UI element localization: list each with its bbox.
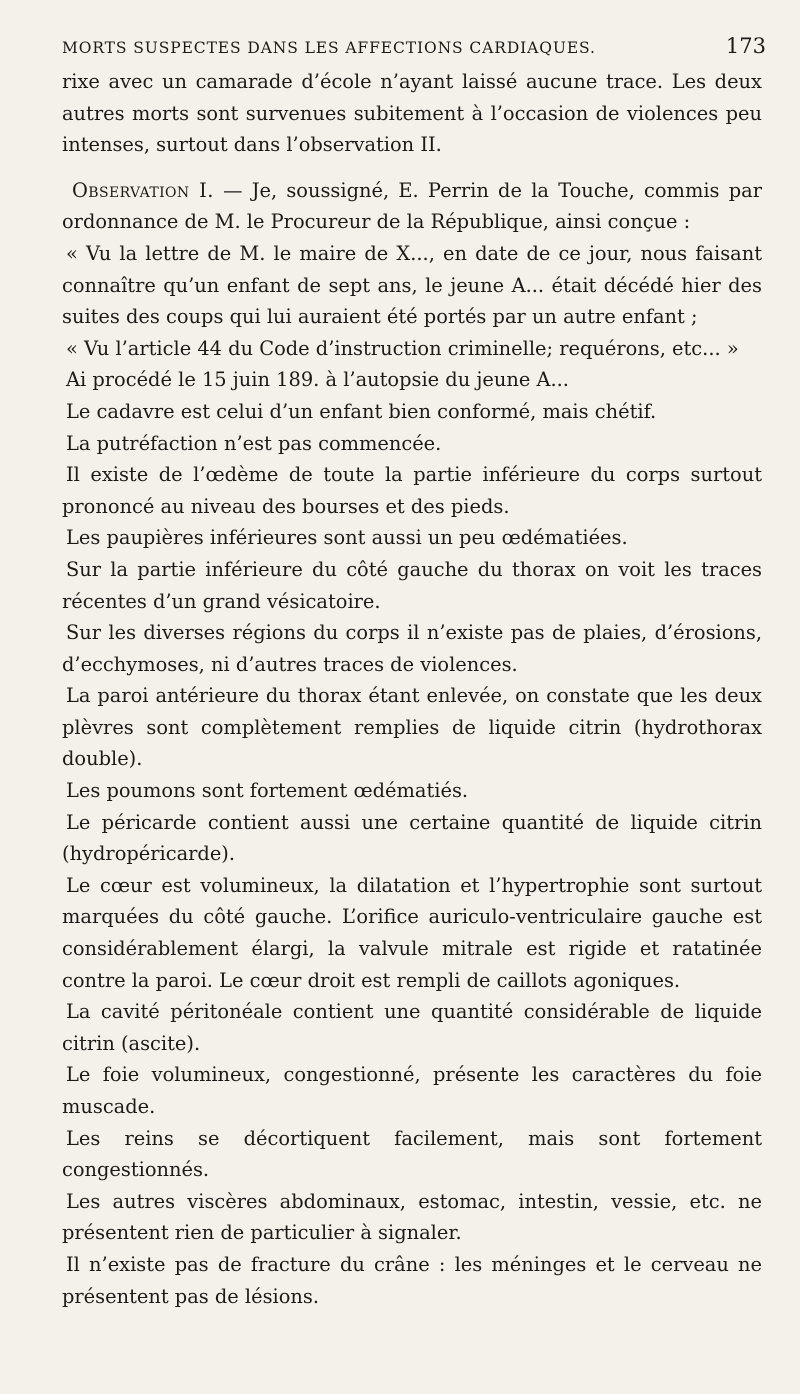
paragraph: « Vu l’article 44 du Code d’instruction criminelle; requérons, etc... » xyxy=(66,336,739,360)
page-number: 173 xyxy=(725,34,766,58)
paragraph: Sur la partie inférieure du côté gauche du thorax on voit les traces récentes d’un grand vésicatoire. xyxy=(62,557,762,613)
paragraph: La putréfaction n’est pas commencée. xyxy=(66,431,442,455)
paragraph: Il existe de l’œdème de toute la partie inférieure du corps surtout prononcé au niveau des bourses et des pieds. xyxy=(62,463,762,518)
paragraph-text: — Je, soussigné, E. Perrin de la Touche, commis par ordonnance de M. le Procureur de la République, ainsi conçue : xyxy=(62,178,762,234)
paragraph: Les paupières inférieures sont aussi un peu œdématiées. xyxy=(66,526,628,550)
paragraph: rixe avec un camarade d’école n’ayant laissé aucune trace. Les deux autres morts sont survenues subitement à l’occasion de violences peu intenses, surtout dans l’observation II. xyxy=(62,70,762,157)
observation-paragraph xyxy=(62,175,762,238)
paragraph: « Vu la lettre de M. le maire de X..., en date de ce jour, nous faisant connaître qu’un enfant de sept ans, le jeune A... était décédé hier des suites des coups qui lui auraient été portés par un autre enfant ; xyxy=(62,241,762,329)
paragraph: Les poumons sont fortement œdématiés. xyxy=(66,779,469,803)
paragraph: Le cadavre est celui d’un enfant bien conformé, mais chétif. xyxy=(66,399,657,423)
paragraph: La paroi antérieure du thorax étant enlevée, on constate que les deux plèvres sont complètement remplies de liquide citrin (hydrothorax double). xyxy=(62,684,762,771)
paragraph: Les reins se décortiquent facilement, mais sont fortement congestionnés. xyxy=(62,1126,762,1182)
paragraph: Le foie volumineux, congestionné, présente les caractères du foie muscade. xyxy=(62,1063,762,1118)
paragraph: Sur les diverses régions du corps il n’existe pas de plaies, d’érosions, d’ecchymoses, ni d’autres traces de violences. xyxy=(62,621,762,676)
paragraph: Ai procédé le 15 juin 189. à l’autopsie du jeune A... xyxy=(66,368,569,392)
paragraph: Les autres viscères abdominaux, estomac, intestin, vessie, etc. ne présentent rien de particulier à signaler. xyxy=(62,1189,762,1245)
paragraph: Il n’existe pas de fracture du crâne : les méninges et le cerveau ne présentent pas de lésions. xyxy=(62,1252,762,1308)
paragraph: La cavité péritonéale contient une quantité considérable de liquide citrin (ascite). xyxy=(62,1000,762,1055)
running-title: MORTS SUSPECTES DANS LES AFFECTIONS CARDIAQUES. xyxy=(62,39,596,57)
paragraph: Le péricarde contient aussi une certaine quantité de liquide citrin (hydropéricarde). xyxy=(62,810,762,866)
running-header xyxy=(62,34,766,58)
body-text xyxy=(62,66,762,1312)
observation-label: Observation I. xyxy=(72,178,214,202)
paragraph: Le cœur est volumineux, la dilatation et l’hypertrophie sont surtout marquées du côté gauche. L’orifice auriculo-ventriculaire gauche est considérablement élargi, la valvule mitrale est rigide et ratatinée contre la paroi. Le cœur droit est rempli de caillots agoniques. xyxy=(62,873,762,992)
